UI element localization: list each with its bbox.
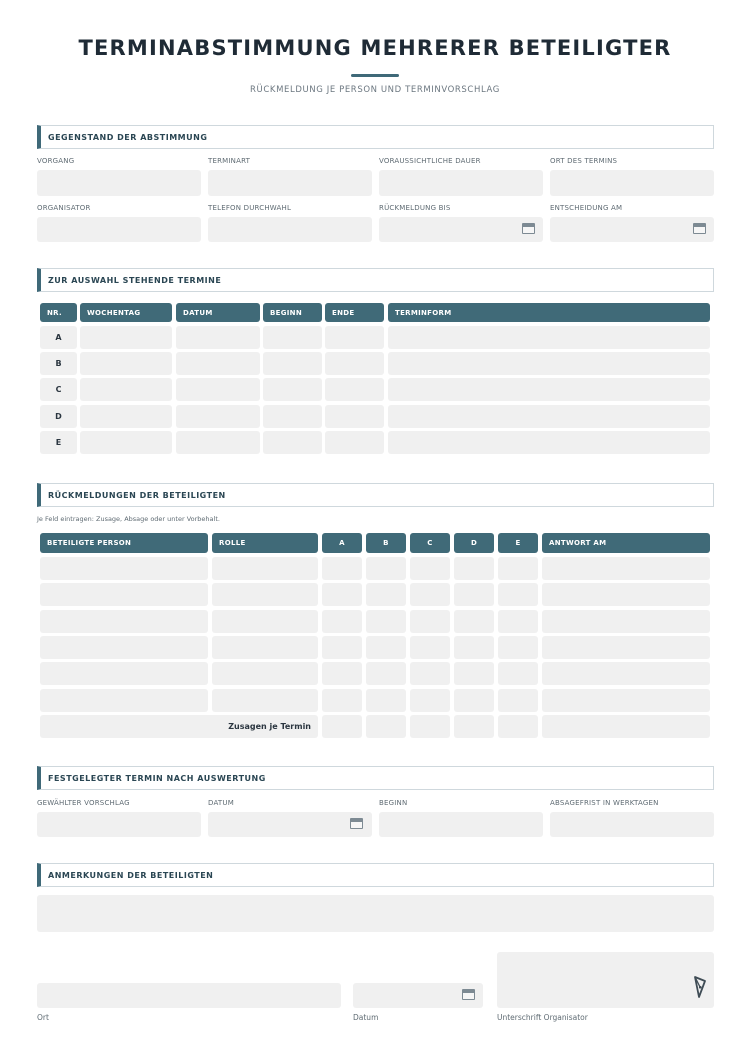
response-cell[interactable] <box>410 689 450 712</box>
response-cell[interactable] <box>410 662 450 685</box>
response-cell[interactable] <box>212 557 318 580</box>
response-cell[interactable] <box>542 662 710 685</box>
label-telefon: TELEFON DURCHWAHL <box>208 204 292 212</box>
label-beginn: BEGINN <box>379 799 408 807</box>
remarks-textarea[interactable] <box>37 895 714 932</box>
response-cell[interactable] <box>40 583 208 606</box>
date-cell[interactable] <box>176 352 260 375</box>
section-heading-result: FESTGELEGTER TERMIN NACH AUSWERTUNG <box>37 766 714 790</box>
date-cell[interactable] <box>263 326 322 349</box>
terminart-field[interactable] <box>208 170 372 196</box>
rueckmeldung-bis-field[interactable] <box>379 217 543 242</box>
col-header-beginn: BEGINN <box>263 303 322 322</box>
date-cell[interactable] <box>176 326 260 349</box>
date-row-label: D <box>40 405 77 428</box>
response-cell[interactable] <box>542 636 710 659</box>
response-cell[interactable] <box>212 636 318 659</box>
date-cell[interactable] <box>325 405 384 428</box>
vorgang-field[interactable] <box>37 170 201 196</box>
summary-cell[interactable] <box>322 715 362 738</box>
response-cell[interactable] <box>366 583 406 606</box>
response-cell[interactable] <box>322 636 362 659</box>
date-cell[interactable] <box>80 405 172 428</box>
date-cell[interactable] <box>325 431 384 454</box>
response-cell[interactable] <box>366 610 406 633</box>
calendar-icon[interactable] <box>350 818 363 829</box>
organisator-field[interactable] <box>37 217 201 242</box>
calendar-icon[interactable] <box>462 989 475 1000</box>
label-dauer: VORAUSSICHTLICHE DAUER <box>379 157 481 165</box>
label-terminart: TERMINART <box>208 157 251 165</box>
response-cell[interactable] <box>498 662 538 685</box>
response-cell[interactable] <box>212 583 318 606</box>
response-cell[interactable] <box>40 689 208 712</box>
label-gewaehlter-vorschlag: GEWÄHLTER VORSCHLAG <box>37 799 130 807</box>
col-header-a: A <box>322 533 362 553</box>
summary-cell[interactable] <box>366 715 406 738</box>
col-header-wochentag: WOCHENTAG <box>80 303 172 322</box>
summary-cell[interactable] <box>498 715 538 738</box>
response-cell[interactable] <box>498 557 538 580</box>
col-header-d: D <box>454 533 494 553</box>
calendar-icon[interactable] <box>522 223 535 234</box>
date-cell[interactable] <box>176 431 260 454</box>
response-cell[interactable] <box>498 689 538 712</box>
label-absagefrist: ABSAGEFRIST IN WERKTAGEN <box>550 799 659 807</box>
response-cell[interactable] <box>212 610 318 633</box>
date-cell[interactable] <box>388 431 710 454</box>
col-header-terminform: TERMINFORM <box>388 303 710 322</box>
response-cell[interactable] <box>40 636 208 659</box>
date-row-label: B <box>40 352 77 375</box>
absagefrist-field[interactable] <box>550 812 714 837</box>
signature-label: Unterschrift Organisator <box>497 1013 588 1022</box>
response-cell[interactable] <box>454 583 494 606</box>
response-cell[interactable] <box>322 557 362 580</box>
calendar-icon[interactable] <box>693 223 706 234</box>
response-cell[interactable] <box>542 689 710 712</box>
label-ort: ORT DES TERMINS <box>550 157 618 165</box>
beginn-field[interactable] <box>379 812 543 837</box>
response-cell[interactable] <box>366 557 406 580</box>
section-heading-subject: GEGENSTAND DER ABSTIMMUNG <box>37 125 714 149</box>
col-header-ende: ENDE <box>325 303 384 322</box>
date-cell[interactable] <box>325 378 384 401</box>
responses-instruction: Je Feld eintragen: Zusage, Absage oder unter Vorbehalt. <box>37 515 220 523</box>
date-cell[interactable] <box>80 431 172 454</box>
datum-field[interactable] <box>208 812 372 837</box>
date-cell[interactable] <box>388 378 710 401</box>
response-cell[interactable] <box>454 557 494 580</box>
date-cell[interactable] <box>388 405 710 428</box>
response-cell[interactable] <box>454 636 494 659</box>
response-cell[interactable] <box>212 689 318 712</box>
response-cell[interactable] <box>40 662 208 685</box>
response-cell[interactable] <box>322 689 362 712</box>
date-cell[interactable] <box>176 378 260 401</box>
response-cell[interactable] <box>322 662 362 685</box>
page-title: TERMINABSTIMMUNG MEHRERER BETEILIGTER <box>78 36 672 60</box>
date-cell[interactable] <box>80 326 172 349</box>
pen-nib-icon <box>692 975 708 999</box>
col-header-c: C <box>410 533 450 553</box>
label-entscheidung-am: ENTSCHEIDUNG AM <box>550 204 623 212</box>
section-heading-dates: ZUR AUSWAHL STEHENDE TERMINE <box>37 268 714 292</box>
date-cell[interactable] <box>80 378 172 401</box>
date-cell[interactable] <box>263 405 322 428</box>
summary-cell[interactable] <box>454 715 494 738</box>
response-cell[interactable] <box>454 689 494 712</box>
response-cell[interactable] <box>542 583 710 606</box>
response-cell[interactable] <box>410 636 450 659</box>
label-rueckmeldung-bis: RÜCKMELDUNG BIS <box>379 204 451 212</box>
col-header-antwort: ANTWORT AM <box>542 533 710 553</box>
response-cell[interactable] <box>410 583 450 606</box>
section-heading-remarks: ANMERKUNGEN DER BETEILIGTEN <box>37 863 714 887</box>
gewaehlter-vorschlag-field[interactable] <box>37 812 201 837</box>
place-field[interactable] <box>37 983 341 1008</box>
date-label: Datum <box>353 1013 379 1022</box>
date-cell[interactable] <box>325 326 384 349</box>
label-organisator: ORGANISATOR <box>37 204 91 212</box>
response-cell[interactable] <box>498 610 538 633</box>
response-cell[interactable] <box>366 636 406 659</box>
col-header-b: B <box>366 533 406 553</box>
col-header-nr: NR. <box>40 303 77 322</box>
response-cell[interactable] <box>454 610 494 633</box>
response-cell[interactable] <box>366 662 406 685</box>
response-cell[interactable] <box>212 662 318 685</box>
response-cell[interactable] <box>454 662 494 685</box>
place-label: Ort <box>37 1013 49 1022</box>
ort-field[interactable] <box>550 170 714 196</box>
date-row-label: C <box>40 378 77 401</box>
entscheidung-am-field[interactable] <box>550 217 714 242</box>
date-cell[interactable] <box>325 352 384 375</box>
col-header-rolle: ROLLE <box>212 533 318 553</box>
date-cell[interactable] <box>263 378 322 401</box>
col-header-e: E <box>498 533 538 553</box>
summary-cell[interactable] <box>410 715 450 738</box>
response-cell[interactable] <box>366 689 406 712</box>
summary-label: Zusagen je Termin <box>40 715 318 738</box>
title-underline <box>351 74 399 77</box>
date-row-label: A <box>40 326 77 349</box>
section-heading-responses: RÜCKMELDUNGEN DER BETEILIGTEN <box>37 483 714 507</box>
page-subtitle: RÜCKMELDUNG JE PERSON UND TERMINVORSCHLAG <box>250 85 500 95</box>
telefon-field[interactable] <box>208 217 372 242</box>
date-cell[interactable] <box>388 352 710 375</box>
signature-field[interactable] <box>497 952 714 1008</box>
date-cell[interactable] <box>80 352 172 375</box>
label-datum: DATUM <box>208 799 234 807</box>
dauer-field[interactable] <box>379 170 543 196</box>
response-cell[interactable] <box>322 583 362 606</box>
response-cell[interactable] <box>40 610 208 633</box>
response-cell[interactable] <box>542 610 710 633</box>
col-header-datum: DATUM <box>176 303 260 322</box>
col-header-person: BETEILIGTE PERSON <box>40 533 208 553</box>
label-vorgang: VORGANG <box>37 157 75 165</box>
response-cell[interactable] <box>498 583 538 606</box>
response-cell[interactable] <box>40 557 208 580</box>
response-cell[interactable] <box>410 557 450 580</box>
date-cell[interactable] <box>263 352 322 375</box>
date-row-label: E <box>40 431 77 454</box>
response-cell[interactable] <box>498 636 538 659</box>
date-cell[interactable] <box>176 405 260 428</box>
response-cell[interactable] <box>542 557 710 580</box>
summary-cell[interactable] <box>542 715 710 738</box>
date-cell[interactable] <box>263 431 322 454</box>
response-cell[interactable] <box>410 610 450 633</box>
response-cell[interactable] <box>322 610 362 633</box>
date-cell[interactable] <box>388 326 710 349</box>
